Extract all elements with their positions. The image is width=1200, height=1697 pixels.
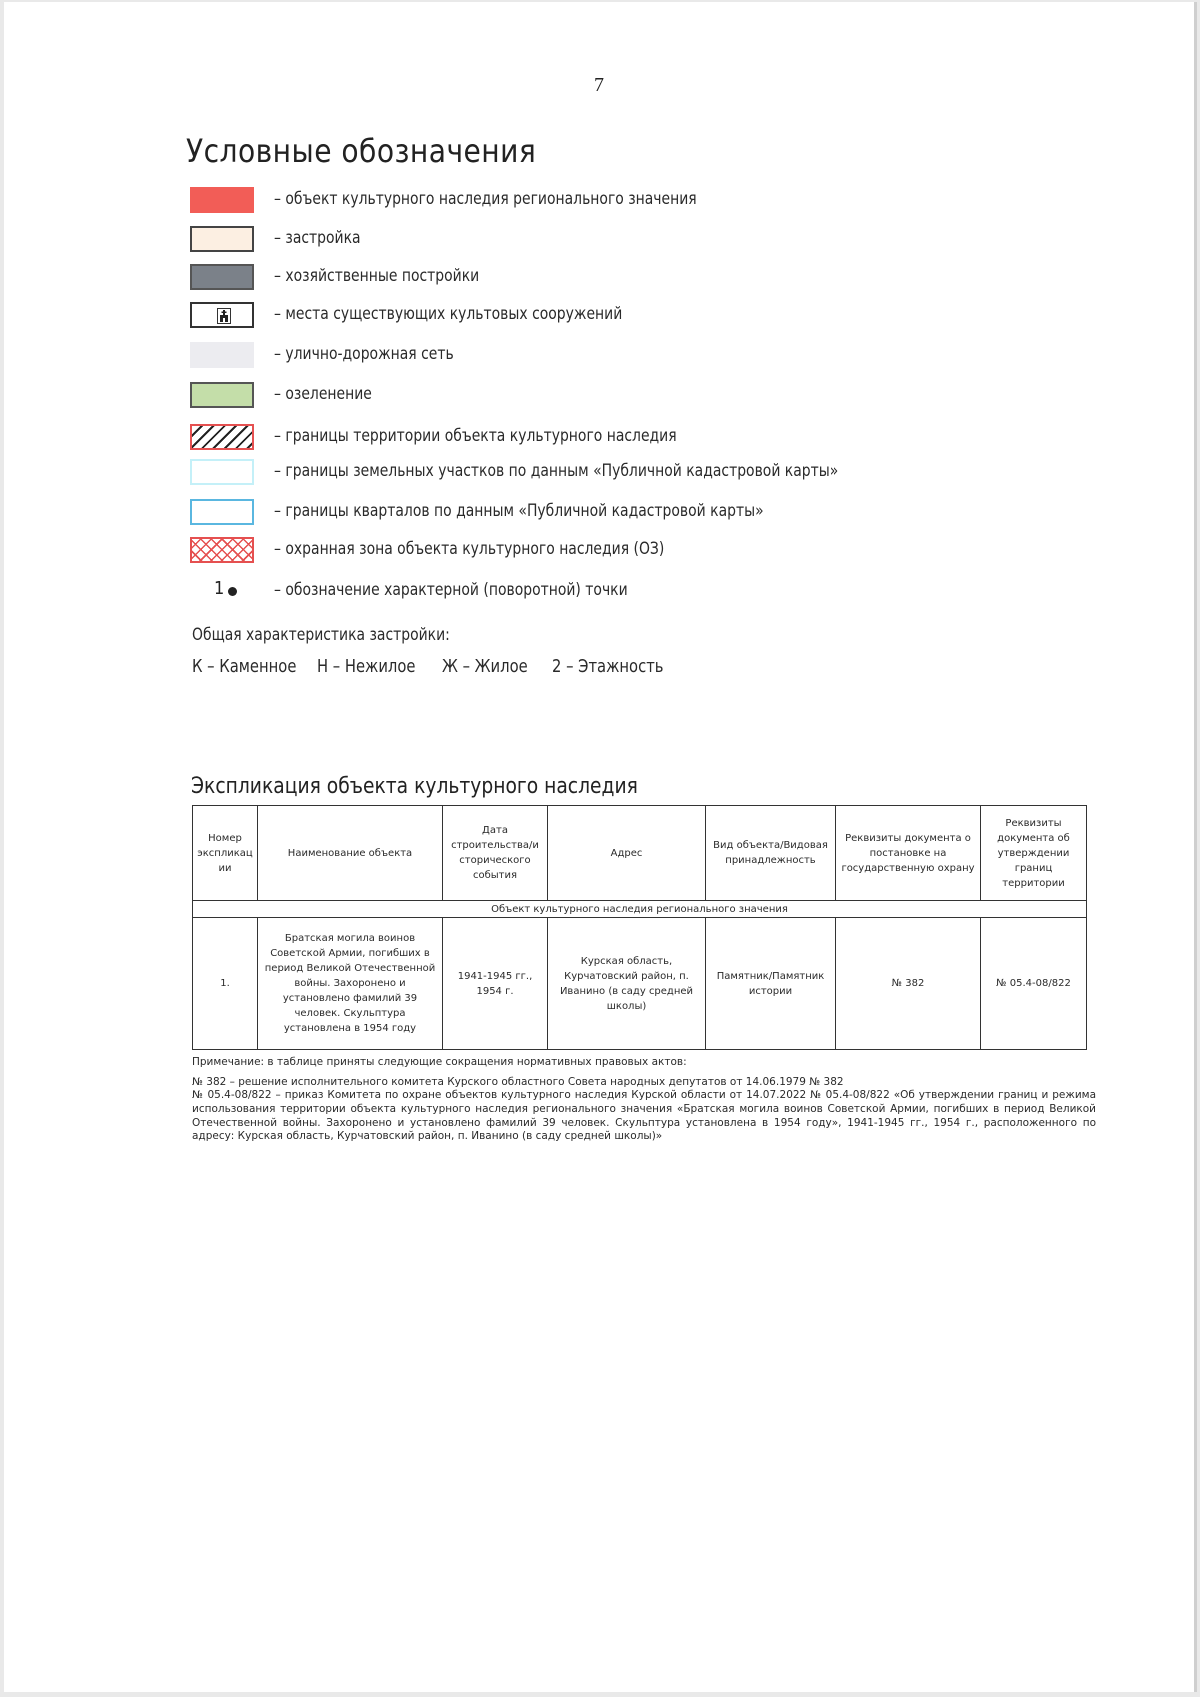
note-line: № 05.4-08/822 – приказ Комитета по охране объектов культурного наследия Курской области от 14.07.2022 № 05.4-08/822 «Об утверждении границ и режима использования территории объекта культурного наследия регионального значения «Братская могила воинов Советской Армии, погибших в период Великой Отечественной войны. Захоронено и установлено фамилий 39 человек. Скульптура установлена в 1954 году», 1941-1945 гг., 1954 г., расположенного по адресу: Курская область, Курчатовский район, п. Иванино (в саду средней школы)» <box>192 1089 1096 1143</box>
table-header-cell: Дата строительства/и сторического события <box>443 806 548 901</box>
light-cyan-border-swatch-icon <box>190 459 254 485</box>
legend-label: – хозяйственные постройки <box>274 266 480 286</box>
table-header-cell: Реквизиты документа о постановке на государственную охрану <box>836 806 981 901</box>
legend-label: – объект культурного наследия регионального значения <box>274 189 697 209</box>
table-header-cell: Номер экспликац ии <box>193 806 258 901</box>
table-cell: Курская область, Курчатовский район, п. Иванино (в саду средней школы) <box>548 918 706 1050</box>
table-row <box>193 918 1087 1050</box>
explication-table <box>192 805 1087 1050</box>
characteristic-item: Н – Нежилое <box>317 656 416 677</box>
table-header-cell: Вид объекта/Видовая принадлежность <box>706 806 836 901</box>
legend-label: – улично-дорожная сеть <box>274 344 454 364</box>
green-fill-swatch-icon <box>190 382 254 408</box>
table-cell: № 05.4-08/822 <box>981 918 1087 1050</box>
characteristic-item: Ж – Жилое <box>442 656 528 677</box>
table-cell: № 382 <box>836 918 981 1050</box>
legend-label: – границы территории объекта культурного наследия <box>274 426 677 446</box>
characteristics-title: Общая характеристика застройки: <box>192 625 450 645</box>
table-cell: 1. <box>193 918 258 1050</box>
legend-label: – озеленение <box>274 384 372 404</box>
legend-label: – границы земельных участков по данным «Публичной кадастровой карты» <box>274 461 839 481</box>
characteristic-item: К – Каменное <box>192 656 297 677</box>
note-line: № 382 – решение исполнительного комитета Курского областного Совета народных депутатов от 14.06.1979 № 382 <box>192 1075 844 1088</box>
light-grey-fill-swatch-icon <box>190 342 254 368</box>
table-header-row <box>193 806 1087 901</box>
table-cell: Памятник/Памятник истории <box>706 918 836 1050</box>
characteristic-item: 2 – Этажность <box>552 656 664 677</box>
legend-label: – границы кварталов по данным «Публичной кадастровой карты» <box>274 501 764 521</box>
legend-label: – застройка <box>274 228 361 248</box>
point-dot-icon <box>228 587 237 596</box>
table-header-cell: Реквизиты документа об утверждении границ территории <box>981 806 1087 901</box>
document-page <box>4 2 1197 1692</box>
crosshatch-swatch-icon <box>190 537 254 563</box>
point-marker-number: 1 <box>214 578 225 599</box>
table-header-cell: Наименование объекта <box>258 806 443 901</box>
explication-title: Экспликация объекта культурного наследия <box>191 774 638 799</box>
table-group-row <box>193 901 1087 918</box>
table-cell: 1941-1945 гг., 1954 г. <box>443 918 548 1050</box>
blue-border-swatch-icon <box>190 499 254 525</box>
red-fill-swatch-icon <box>190 187 254 213</box>
legend-title: Условные обозначения <box>186 132 537 170</box>
page-number: 7 <box>594 74 604 96</box>
legend-label: – места существующих культовых сооружений <box>274 304 623 324</box>
cult-structure-icon <box>217 308 231 324</box>
legend-label: – обозначение характерной (поворотной) точки <box>274 580 628 600</box>
table-header-cell: Адрес <box>548 806 706 901</box>
legend-label: – охранная зона объекта культурного наследия (ОЗ) <box>274 539 665 559</box>
notes-block <box>192 1056 1096 1144</box>
hatched-border-swatch-icon <box>190 424 254 450</box>
notes-heading: Примечание: в таблице приняты следующие сокращения нормативных правовых актов: <box>192 1056 687 1068</box>
grey-fill-swatch-icon <box>190 264 254 290</box>
cult-structure-swatch <box>190 302 254 328</box>
beige-fill-swatch-icon <box>190 226 254 252</box>
table-group-cell: Объект культурного наследия регионального значения <box>193 901 1087 918</box>
table-cell: Братская могила воинов Советской Армии, погибших в период Великой Отечественной войны. Захоронено и установлено фамилий 39 человек. Скульптура установлена в 1954 году <box>258 918 443 1050</box>
